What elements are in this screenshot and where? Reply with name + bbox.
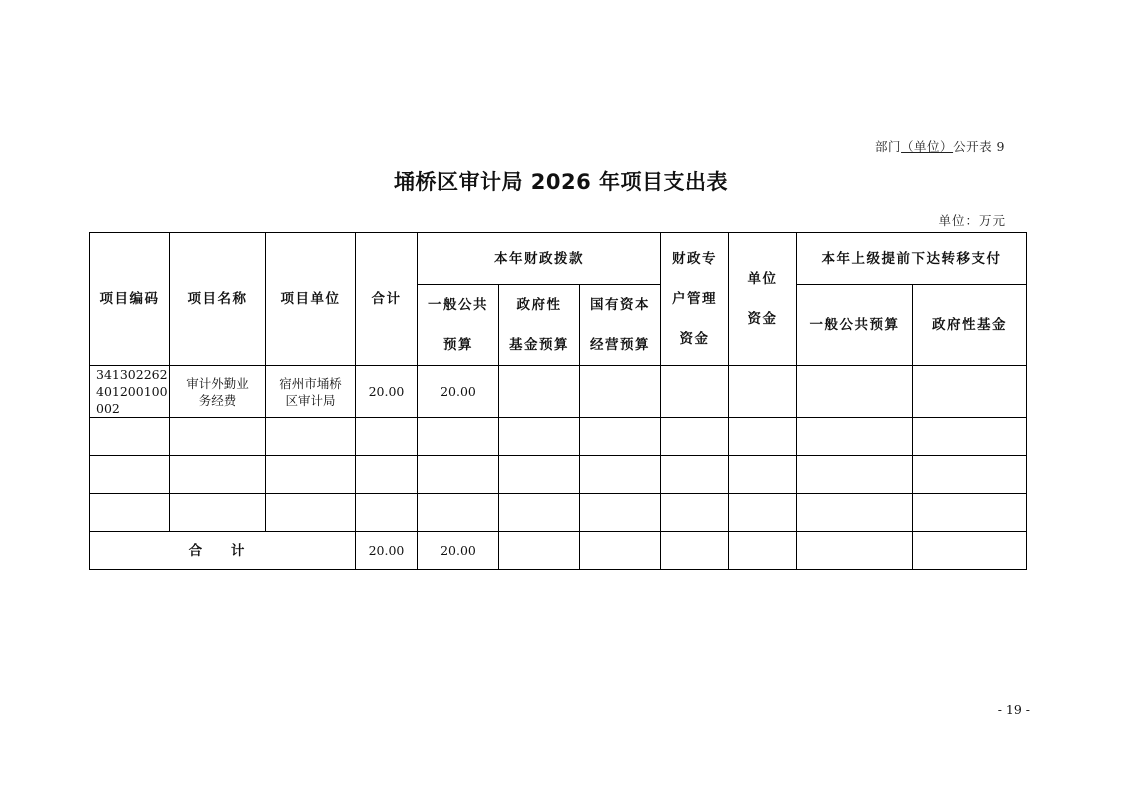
header-gov-fund-line-2: 基金预算: [509, 337, 569, 353]
header-total: 合计: [356, 233, 418, 366]
empty-cell: [266, 418, 356, 456]
empty-cell: [356, 494, 418, 532]
total-sum: 20.00: [356, 532, 418, 570]
cell-state-capital: [580, 366, 661, 418]
cell-gov-fund: [499, 366, 580, 418]
header-project-code: 项目编码: [90, 233, 170, 366]
empty-cell: [661, 532, 729, 570]
empty-cell: [356, 418, 418, 456]
empty-cell: [913, 494, 1027, 532]
header-unit-funds-line-2: 资金: [747, 311, 778, 327]
header-fiscal-special-line-3: 资金: [679, 331, 710, 347]
name-line: 务经费: [198, 392, 237, 408]
empty-cell: [580, 532, 661, 570]
form-number-prefix: 部门: [875, 139, 902, 154]
header-general-public-budget: [418, 285, 499, 366]
table-row: [90, 456, 1027, 494]
header-general-public-line-2: 预算: [443, 337, 473, 353]
empty-cell: [913, 456, 1027, 494]
page-title: 埇桥区审计局 2026 年项目支出表: [393, 170, 729, 194]
empty-cell: [499, 494, 580, 532]
header-state-capital-budget: [580, 285, 661, 366]
empty-cell: [418, 418, 499, 456]
empty-cell: [580, 494, 661, 532]
header-project-unit: 项目单位: [266, 233, 356, 366]
code-line: 401200100: [96, 384, 168, 399]
cell-general-public: 20.00: [418, 366, 499, 418]
empty-cell: [661, 494, 729, 532]
empty-cell: [418, 456, 499, 494]
empty-cell: [913, 532, 1027, 570]
cell-transfer-gov-fund: [913, 366, 1027, 418]
name-line: 审计外勤业: [186, 375, 249, 391]
form-number: [800, 137, 1005, 155]
empty-cell: [170, 456, 266, 494]
empty-cell: [729, 456, 797, 494]
empty-cell: [90, 494, 170, 532]
header-transfer-general-public: 一般公共预算: [797, 285, 913, 366]
header-state-capital-line-2: 经营预算: [590, 337, 650, 353]
project-expenditure-table: [89, 232, 1027, 570]
empty-cell: [580, 456, 661, 494]
header-unit-funds: [729, 233, 797, 366]
code-line: 341302262: [96, 367, 168, 382]
empty-cell: [266, 456, 356, 494]
empty-cell: [499, 456, 580, 494]
empty-cell: [729, 418, 797, 456]
unit-line: 区审计局: [285, 392, 336, 408]
empty-cell: [797, 456, 913, 494]
empty-cell: [170, 494, 266, 532]
empty-cell: [499, 418, 580, 456]
empty-cell: [266, 494, 356, 532]
unit-label: 单位：万元: [938, 213, 1006, 228]
header-unit-funds-line-1: 单位: [747, 271, 778, 287]
header-fiscal-special-line-1: 财政专: [672, 251, 718, 267]
empty-cell: [90, 418, 170, 456]
header-state-capital-line-1: 国有资本: [590, 297, 650, 313]
empty-cell: [90, 456, 170, 494]
unit-line: 宿州市埇桥: [279, 375, 342, 391]
header-gov-fund-line-1: 政府性: [516, 297, 562, 313]
header-row-1: [90, 233, 1027, 285]
header-fiscal-special-funds: [661, 233, 729, 366]
header-general-public-line-1: 一般公共: [428, 297, 488, 313]
form-number-underlined: （单位）: [901, 139, 954, 154]
empty-cell: [797, 532, 913, 570]
total-general-public: 20.00: [418, 532, 499, 570]
empty-cell: [729, 494, 797, 532]
empty-cell: [170, 418, 266, 456]
header-transfer-gov-fund: 政府性基金: [913, 285, 1027, 366]
empty-cell: [580, 418, 661, 456]
empty-cell: [729, 532, 797, 570]
cell-unit-funds: [729, 366, 797, 418]
cell-project-unit: [266, 366, 356, 418]
empty-cell: [797, 494, 913, 532]
total-label-text: 合 计: [188, 542, 257, 559]
table-row: [90, 494, 1027, 532]
cell-fiscal-special: [661, 366, 729, 418]
cell-project-name: [170, 366, 266, 418]
empty-cell: [661, 456, 729, 494]
header-gov-fund-budget: [499, 285, 580, 366]
total-label: [90, 532, 356, 570]
page-number: - 19 -: [997, 702, 1030, 717]
table-row: [90, 418, 1027, 456]
cell-project-code: [90, 366, 170, 418]
header-fiscal-special-line-2: 户管理: [672, 291, 718, 307]
empty-cell: [913, 418, 1027, 456]
total-row: [90, 532, 1027, 570]
table-row: [90, 366, 1027, 418]
header-transfer-payment: 本年上级提前下达转移支付: [797, 233, 1027, 285]
empty-cell: [418, 494, 499, 532]
code-line: 002: [96, 401, 120, 416]
cell-total: 20.00: [356, 366, 418, 418]
empty-cell: [356, 456, 418, 494]
cell-transfer-general: [797, 366, 913, 418]
form-number-suffix: 公开表 9: [953, 139, 1005, 154]
header-current-year-fiscal: 本年财政拨款: [418, 233, 661, 285]
empty-cell: [797, 418, 913, 456]
header-project-name: 项目名称: [170, 233, 266, 366]
empty-cell: [661, 418, 729, 456]
empty-cell: [499, 532, 580, 570]
